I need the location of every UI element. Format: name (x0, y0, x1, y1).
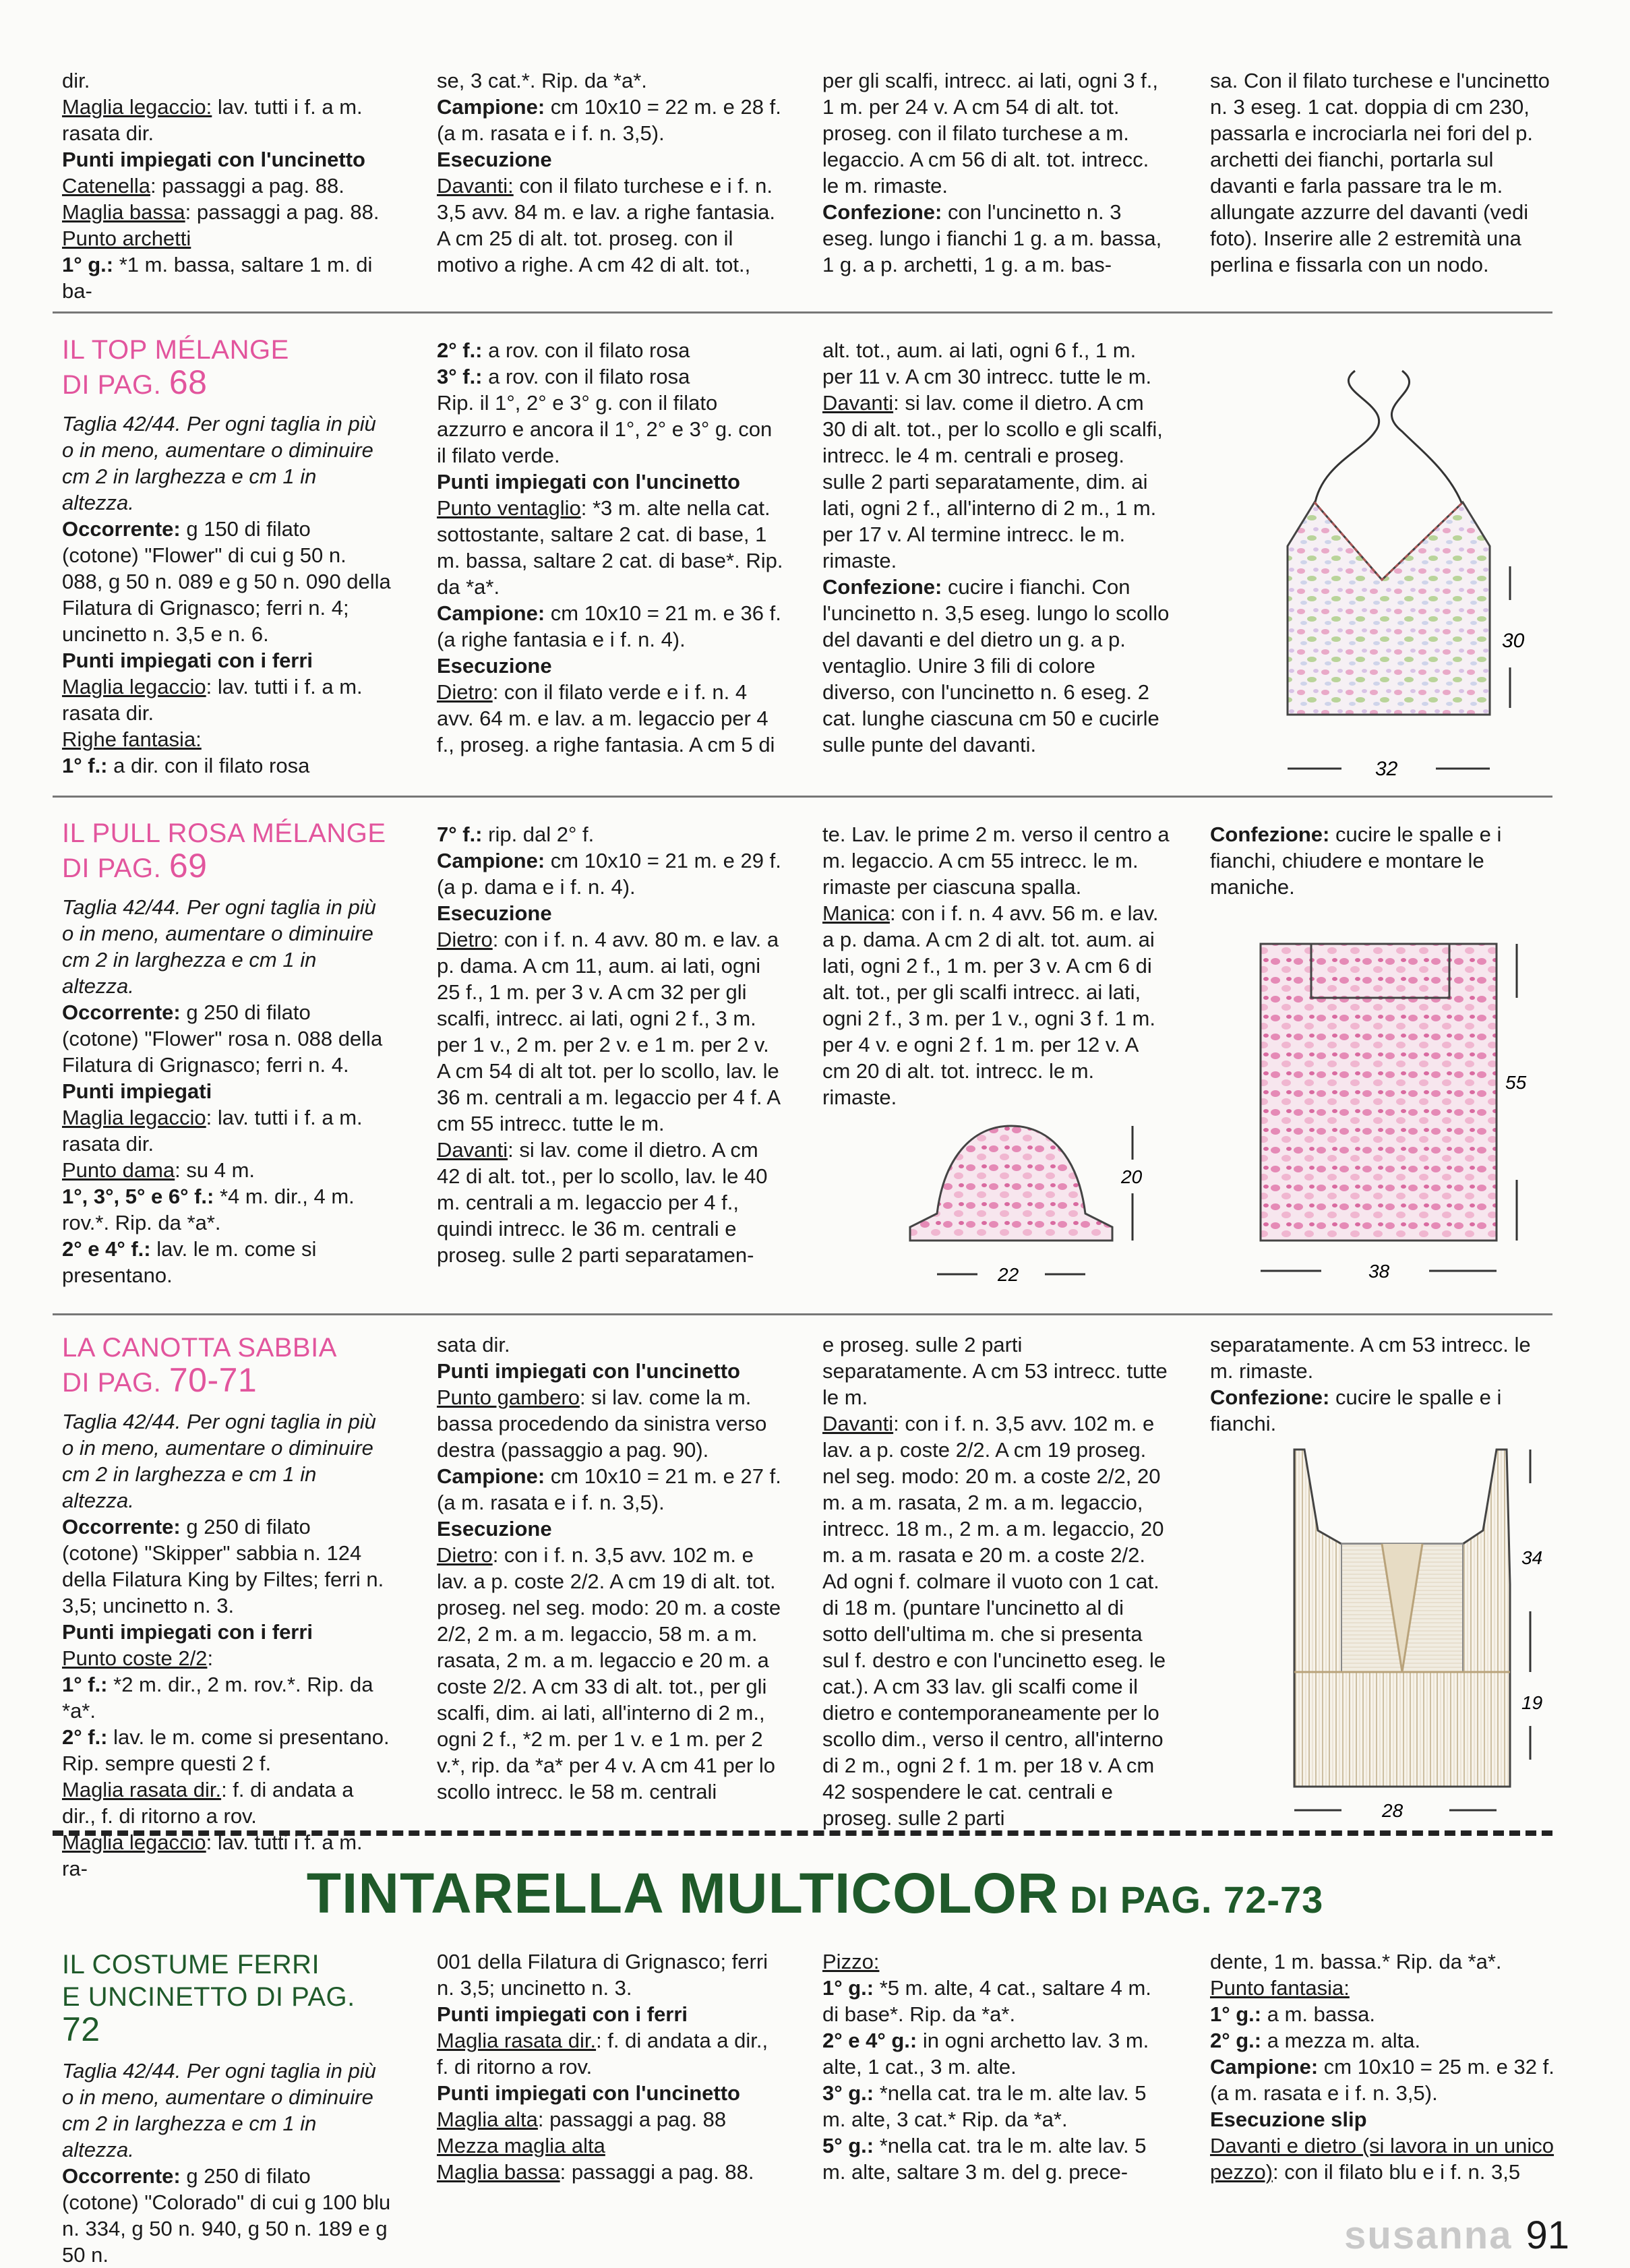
term: Punto fantasia: (1210, 1976, 1350, 2000)
term: Davanti (822, 1412, 894, 1435)
s1-col-2 (437, 337, 784, 758)
subheading: Punti impiegati (62, 1079, 212, 1103)
term: Davanti (437, 1138, 508, 1162)
text: *5 m. alte, 4 cat., saltare 4 m. di base*. Rip. da *a*. (822, 1976, 1151, 2026)
text: a dir. con il filato rosa (107, 754, 310, 777)
term: Maglia alta (437, 2108, 538, 2131)
term: Punto archetti (62, 227, 191, 250)
text: : (207, 1646, 214, 1670)
text: : si lav. come la m. bassa procedendo da sinistra verso destra (passaggio a pag. 90). (437, 1385, 767, 1462)
text: *4 m. dir., 4 m. rov.*. Rip. da *a*. (62, 1185, 355, 1234)
term: Maglia legaccio (62, 1106, 206, 1129)
term: Occorrente: (62, 517, 181, 541)
subheading: Punti impiegati con l'uncinetto (62, 148, 365, 171)
term: Maglia legaccio: (62, 95, 212, 119)
text: : lav. tutti i f. a m. ra- (62, 1830, 363, 1880)
text: *2 m. dir., 2 m. rov.*. Rip. da *a*. (62, 1673, 373, 1723)
text: lav. tutti i f. a m. rasata dir. (62, 95, 363, 145)
dim-sleeve-width: 22 (998, 1264, 1019, 1285)
term: Maglia rasata dir. (437, 2029, 597, 2052)
text: per gli scalfi, intrecc. ai lati, ogni 3 f., 1 m. per 24 v. A cm 54 di alt. tot. proseg. con il filato turchese a m. legaccio. A cm 56 di alt. tot. intrecc. le m. rimaste. (822, 69, 1158, 198)
s2-col-2 (437, 821, 784, 1268)
term: Punto dama (62, 1158, 175, 1182)
text: con l'uncinetto n. 3 eseg. lungo i fianchi 1 g. a m. bassa, 1 g. a p. archetti, 1 g. a m. bas- (822, 200, 1162, 276)
subheading: Punti impiegati con i ferri (437, 2002, 688, 2026)
text: sa. Con il filato turchese e l'uncinetto n. 3 eseg. 1 cat. doppia di cm 230, passarla e incrociarla nei fori del p. archetti dei fianchi, portarla sul davanti e farla passare tra le m. allungate azzurre del davanti (vedi foto). Inserire alle 2 estremità una perlina e fissarla con un nodo. (1210, 69, 1550, 276)
text: lav. le m. come si presentano. Rip. sempre questi 2 f. (62, 1725, 390, 1775)
text: : f. di andata a dir., f. di ritorno a rov. (437, 2029, 768, 2079)
text: : si lav. come il dietro. A cm 42 di alt. tot., per lo scollo, lav. le 40 m. centrali a m. legaccio per 4 f., quindi intrecc. le 36 m. centrali e proseg. sulle 2 parti separatamen- (437, 1138, 768, 1267)
term: Confezione: (1210, 823, 1330, 846)
term: Pizzo: (822, 1950, 880, 1973)
term: Maglia bassa (62, 200, 185, 224)
top-col-4 (1210, 67, 1557, 278)
text: a rov. con il filato rosa (482, 338, 690, 362)
text: cucire le spalle e i fianchi, chiudere e montare le maniche. (1210, 823, 1502, 899)
s4-col-2 (437, 1948, 784, 2185)
subheading: Punti impiegati con l'uncinetto (437, 1359, 740, 1383)
dashed-divider (53, 1830, 1552, 1836)
text: cucire le spalle e i fianchi. (1210, 1385, 1502, 1435)
top-col-3 (822, 67, 1170, 278)
text: : su 4 m. (175, 1158, 255, 1182)
text: a rov. con il filato rosa (482, 365, 690, 388)
term: Manica (822, 901, 890, 925)
term: Occorrente: (62, 2164, 181, 2188)
section-title: IL TOP MÉLANGE DI PAG. 68 (62, 335, 289, 401)
page-number: 91 (1526, 2213, 1569, 2257)
text: cucire i fianchi. Con l'uncinetto n. 3,5 eseg. lungo lo scollo del davanti e del dietro un g. a p. ventaglio. Unire 3 fili di colore diverso, con l'uncinetto n. 6 eseg. 2 cat. lunghe ciascuna cm 50 e cucirle sulle punte del davanti. (822, 575, 1170, 756)
text: : lav. tutti i f. a m. rasata dir. (62, 1106, 363, 1156)
text: : con il filato blu e i f. n. 3,5 (1273, 2160, 1521, 2184)
dim-top-height: 34 (1521, 1547, 1543, 1568)
term: Catenella (62, 174, 150, 198)
term: Maglia rasata dir. (62, 1778, 222, 1801)
text: *nella cat. tra le m. alte lav. 5 m. alte, saltare 3 m. del g. prece- (822, 2134, 1147, 2184)
text: dir. (62, 69, 90, 92)
text: te. Lav. le prime 2 m. verso il centro a m. legaccio. A cm 55 intrecc. le m. rimaste per ciascuna spalla. (822, 823, 1170, 899)
s4-col-1 (62, 1948, 392, 2268)
canotta-sketch (1267, 1443, 1550, 1820)
text: : con il filato verde e i f. n. 4 avv. 64 m. e lav. a m. legaccio per 4 f., proseg. a righe fantasia. A cm 5 di (437, 680, 775, 756)
term: Confezione: (1210, 1385, 1330, 1409)
term: Punto coste 2/2 (62, 1646, 208, 1670)
dim-bottom-height: 19 (1521, 1692, 1543, 1713)
term: Punto gambero (437, 1385, 580, 1409)
size-note: Taglia 42/44. Per ogni taglia in più o in meno, aumentare o diminuire cm 2 in larghezza e cm 1 in altezza. (62, 412, 376, 514)
section-title: IL PULL ROSA MÉLANGE DI PAG. 69 (62, 818, 386, 885)
text: : passaggi a pag. 88 (537, 2108, 727, 2131)
text: alt. tot., aum. ai lati, ogni 6 f., 1 m. per 11 v. A cm 30 intrecc. tutte le m. (822, 338, 1152, 388)
term: 7° f.: (437, 823, 483, 846)
text: cm 10x10 = 25 m. e 32 f. (a m. rasata e i f. n. 3,5). (1210, 2055, 1554, 2105)
size-note: Taglia 42/44. Per ogni taglia in più o in meno, aumentare o diminuire cm 2 in larghezza e cm 1 in altezza. (62, 2059, 376, 2161)
text: a m. bassa. (1261, 2002, 1375, 2026)
section-title: IL COSTUME FERRI E UNCINETTO DI PAG. 72 (62, 1950, 355, 2048)
dim-width: 32 (1375, 758, 1398, 780)
subheading: Esecuzione (437, 901, 552, 925)
text: sata dir. (437, 1333, 510, 1356)
text: cm 10x10 = 21 m. e 36 f. (a righe fantasia e i f. n. 4). (437, 601, 781, 651)
page-title: TINTARELLA MULTICOLOR DI PAG. 72-73 (306, 1861, 1324, 1925)
term: 1° f.: (62, 1673, 108, 1696)
s4-col-4 (1210, 1948, 1557, 2185)
term: 2° f.: (437, 338, 483, 362)
page-footer (1344, 2213, 1569, 2258)
top-col-2 (437, 67, 784, 278)
term: 2° e 4° g.: (822, 2029, 917, 2052)
term: Maglia legaccio (62, 1830, 206, 1854)
text: dente, 1 m. bassa.* Rip. da *a*. (1210, 1950, 1502, 1973)
s3-col-2 (437, 1332, 784, 1805)
text: *nella cat. tra le m. alte lav. 5 m. alte, 3 cat.* Rip. da *a*. (822, 2081, 1147, 2131)
text: 001 della Filatura di Grignasco; ferri n. 3,5; uncinetto n. 3. (437, 1950, 768, 2000)
term: 2° f.: (62, 1725, 108, 1749)
term: Confezione: (822, 575, 942, 599)
term: Campione: (437, 601, 545, 625)
term: Confezione: (822, 200, 942, 224)
text: e proseg. sulle 2 parti separatamente. A cm 53 intrecc. tutte le m. (822, 1333, 1168, 1409)
s3-col-1 (62, 1332, 392, 1882)
text: g 150 di filato (cotone) "Flower" di cui g 50 n. 088, g 50 n. 089 e g 50 n. 090 della Filatura di Grignasco; ferri n. 4; uncinetto n. 3,5 e n. 6. (62, 517, 391, 646)
s1-col-3 (822, 337, 1170, 758)
term: Dietro (437, 928, 493, 951)
sleeve-sketch (897, 1106, 1143, 1294)
s2-col-1 (62, 817, 392, 1288)
text: : *3 m. alte nella cat. sottostante, saltare 2 cat. di base, 1 m. bassa, saltare 2 cat. di base*. Rip. da *a*. (437, 496, 783, 599)
text: : con i f. n. 4 avv. 56 m. e lav. a p. dama. A cm 2 di alt. tot. aum. ai lati, ogni 2 f., 1 m. per 3 v. A cm 6 di alt. tot., per gli scalfi intrecc. ai lati, ogni 2 f., 3 m. per 1 v., ogni 3 f. 1 m. per 4 v. e ogni 2 f. 1 m. per 12 v. A cm 20 di alt. tot. intrecc. le m. rimaste. (822, 901, 1159, 1109)
term: 1°, 3°, 5° e 6° f.: (62, 1185, 214, 1208)
term: Occorrente: (62, 1515, 181, 1539)
text: : passaggi a pag. 88. (185, 200, 380, 224)
s4-col-3 (822, 1948, 1170, 2185)
text: separatamente. A cm 53 intrecc. le m. rimaste. (1210, 1333, 1531, 1383)
s3-col-4 (1210, 1332, 1557, 1437)
term: Davanti (822, 391, 894, 415)
section-title: LA CANOTTA SABBIA DI PAG. 70-71 (62, 1333, 337, 1399)
text: se, 3 cat.*. Rip. da *a*. (437, 69, 647, 92)
text: : f. di andata a dir., f. di ritorno a rov. (62, 1778, 354, 1828)
subheading: Esecuzione slip (1210, 2108, 1367, 2131)
text: con il filato turchese e i f. n. 3,5 avv. 84 m. e lav. a righe fantasia. A cm 25 di alt. tot. proseg. con il motivo a righe. A cm 42 di alt. tot., (437, 174, 776, 276)
term: 3° f.: (437, 365, 483, 388)
text: : si lav. come il dietro. A cm 30 di alt. tot., per lo scollo e gli scalfi, intrecc. le 4 m. centrali e proseg. sulle 2 parti separatamente, dim. ai lati, ogni 2 f., all'interno di 2 m., 1 m. per 17 v. Al termine intrecc. le m. rimaste. (822, 391, 1163, 572)
text: : con i f. n. 3,5 avv. 102 m. e lav. a p. coste 2/2. A cm 19 di alt. tot. proseg. nel seg. modo: 20 m. a coste 2/2, 2 m. a m. legaccio, 58 m. a m. rasata, 2 m. a m. legaccio e 20 m. a coste 2/2. A cm 33 di alt. tot., per gli scalfi, dim. ai lati, all'interno di 2 m., ogni 2 f., *2 m. per 1 v. e 1 m. per 2 v.*, rip. da *a* per 4 v. A cm 41 per lo scollo intrecc. le 58 m. centrali (437, 1543, 781, 1803)
top-col-1 (62, 67, 392, 304)
text: Rip. il 1°, 2° e 3° g. con il filato azzurro e ancora il 1°, 2° e 3° g. con il filato verde. (437, 391, 773, 467)
size-note: Taglia 42/44. Per ogni taglia in più o in meno, aumentare o diminuire cm 2 in larghezza e cm 1 in altezza. (62, 1410, 376, 1512)
text: g 250 di filato (cotone) "Colorado" di cui g 100 blu n. 334, g 50 n. 940, g 50 n. 189 e g 50 n. (62, 2164, 391, 2267)
text: : lav. tutti i f. a m. rasata dir. (62, 675, 363, 725)
top-melange-sketch (1247, 364, 1544, 789)
text: *1 m. bassa, saltare 1 m. di ba- (62, 253, 373, 303)
text: a mezza m. alta. (1261, 2029, 1421, 2052)
dim-body-width: 38 (1368, 1261, 1390, 1282)
size-note: Taglia 42/44. Per ogni taglia in più o in meno, aumentare o diminuire cm 2 in larghezza e cm 1 in altezza. (62, 895, 376, 998)
term: 1° g.: (62, 253, 114, 276)
term: 3° g.: (822, 2081, 874, 2105)
text: : passaggi a pag. 88. (150, 174, 344, 198)
s1-col-1 (62, 334, 392, 779)
term: 2° g.: (1210, 2029, 1262, 2052)
term: Righe fantasia: (62, 727, 202, 751)
text: cm 10x10 = 21 m. e 27 f. (a m. rasata e i f. n. 3,5). (437, 1464, 781, 1514)
divider (53, 796, 1552, 798)
dim-sleeve-height: 20 (1121, 1166, 1143, 1187)
term: 5° g.: (822, 2134, 874, 2157)
divider (53, 1313, 1552, 1315)
term: Mezza maglia alta (437, 2134, 605, 2157)
text: cm 10x10 = 21 m. e 29 f. (a p. dama e i f. n. 4). (437, 849, 781, 899)
text: : con i f. n. 4 avv. 80 m. e lav. a p. dama. A cm 11, aum. ai lati, ogni 25 f., 1 m. per 3 v. A cm 32 per gli scalfi, intrecc. ai lati, ogni 2 f., 3 m. per 1 v., 2 m. per 2 v. e 1 m. per 2 v. A cm 54 di alt tot. per lo scollo, lav. le 36 m. centrali a m. legaccio per 4 f. A cm 55 intrecc. tutte le m. (437, 928, 780, 1135)
text: : passaggi a pag. 88. (560, 2160, 754, 2184)
text: : con i f. n. 3,5 avv. 102 m. e lav. a p. coste 2/2. A cm 19 proseg. nel seg. modo: 20 m. a coste 2/2, 20 m. a m. rasata, 2 m. a m. legaccio, intrecc. 18 m., 2 m. a m. legaccio, 20 m. a m. rasata e 20 m. a coste 2/2. Ad ogni f. colmare il vuoto con 1 cat. di 18 m. (puntare l'uncinetto al di sotto dell'ultima m. che si presenta sul f. destro e con l'uncinetto eseg. le cat.). A cm 33 lav. gli scalfi come il dietro e contemporaneamente per lo scollo dim., verso il centro, all'interno di 2 m., ogni 2 f. 1 m. per 18 v. A cm 42 sospendere le cat. centrali e proseg. sulle 2 parti (822, 1412, 1166, 1830)
dim-body-height: 55 (1505, 1072, 1527, 1093)
term: Campione: (1210, 2055, 1319, 2079)
s3-col-3 (822, 1332, 1170, 1831)
dim-width: 28 (1382, 1800, 1403, 1821)
divider (53, 311, 1552, 314)
term: Punto ventaglio (437, 496, 581, 520)
text: lav. le m. come si presentano. (62, 1237, 317, 1287)
subheading: Punti impiegati con i ferri (62, 1620, 313, 1644)
term: Davanti: (437, 174, 514, 198)
subheading: Esecuzione (437, 654, 552, 678)
term: 1° g.: (822, 1976, 874, 2000)
subheading: Punti impiegati con l'uncinetto (437, 470, 740, 494)
term: 1° g.: (1210, 2002, 1262, 2026)
pull-body-sketch (1247, 937, 1544, 1288)
subheading: Esecuzione (437, 148, 552, 171)
text: g 250 di filato (cotone) "Skipper" sabbia n. 124 della Filatura King by Filtes; ferri n. 3,5; uncinetto n. 3. (62, 1515, 384, 1617)
text: in ogni archetto lav. 3 m. alte, 1 cat., 3 m. alte. (822, 2029, 1149, 2079)
term: Maglia bassa (437, 2160, 560, 2184)
term: Davanti e dietro (si lavora in un unico pezzo) (1210, 2134, 1554, 2184)
term: Maglia legaccio (62, 675, 206, 698)
term: Campione: (437, 849, 545, 872)
s2-col-3 (822, 821, 1170, 1110)
term: 1° f.: (62, 754, 108, 777)
subheading: Punti impiegati con i ferri (62, 649, 313, 672)
text: g 250 di filato (cotone) "Flower" rosa n. 088 della Filatura di Grignasco; ferri n. 4. (62, 1001, 383, 1077)
term: Campione: (437, 1464, 545, 1488)
dim-height: 30 (1502, 630, 1525, 652)
magazine-brand: susanna (1344, 2213, 1513, 2257)
text: cm 10x10 = 22 m. e 28 f. (a m. rasata e i f. n. 3,5). (437, 95, 781, 145)
term: 2° e 4° f.: (62, 1237, 151, 1261)
subheading: Punti impiegati con l'uncinetto (437, 2081, 740, 2105)
term: Occorrente: (62, 1001, 181, 1024)
term: Campione: (437, 95, 545, 119)
s2-col-4 (1210, 821, 1557, 900)
term: Dietro (437, 1543, 493, 1567)
term: Dietro (437, 680, 493, 704)
text: rip. dal 2° f. (482, 823, 595, 846)
subheading: Esecuzione (437, 1517, 552, 1541)
